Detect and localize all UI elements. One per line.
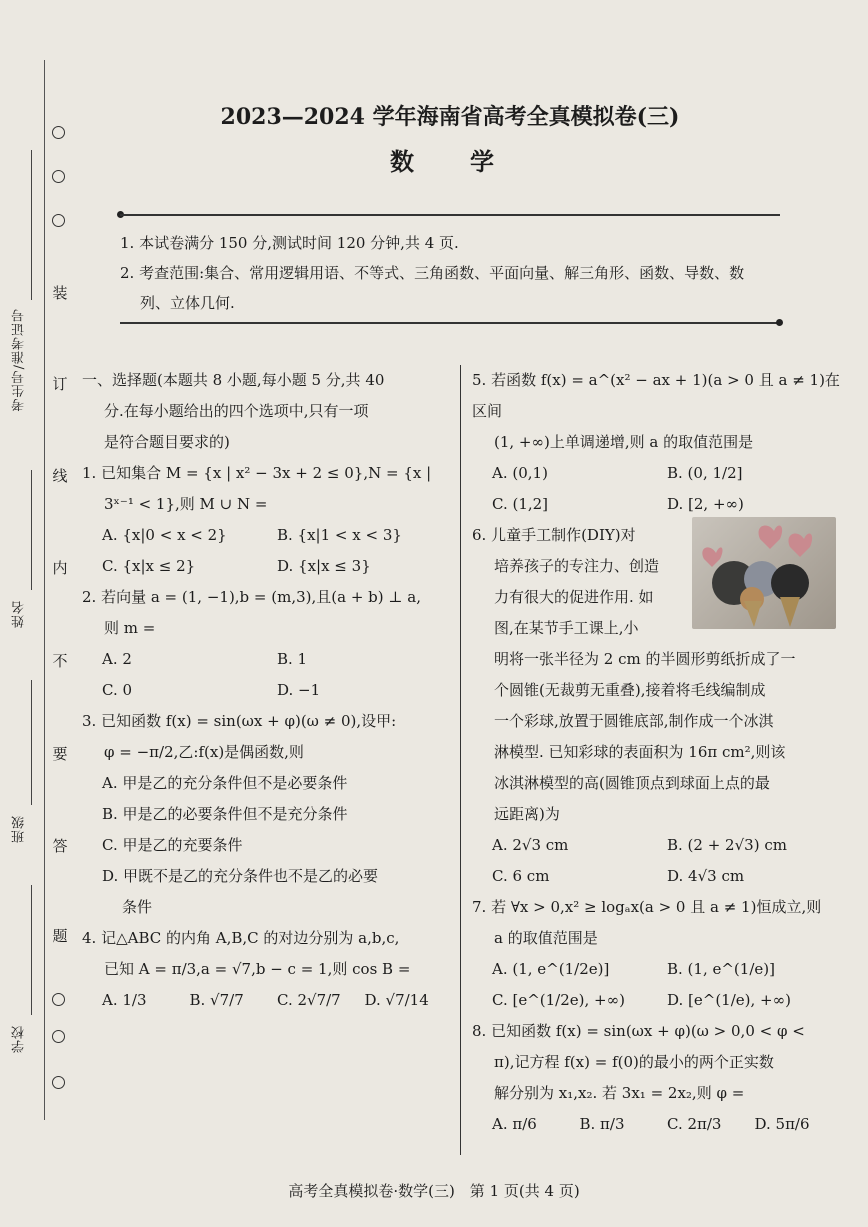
option-b[interactable]: B. 1 bbox=[277, 650, 308, 668]
option-b[interactable]: B. (1, e^(1/e)] bbox=[667, 960, 775, 978]
option-a[interactable]: A. (1, e^(1/2e)] bbox=[492, 960, 610, 978]
option-a[interactable]: A. 1/3 bbox=[102, 991, 147, 1009]
option-a[interactable]: A. {x|0 < x < 2} bbox=[102, 526, 227, 544]
note-item-continued: 列、立体几何. bbox=[140, 294, 235, 312]
school-line[interactable] bbox=[31, 885, 32, 1015]
option-d[interactable]: D. √7/14 bbox=[364, 991, 429, 1009]
name-label: 姓名 bbox=[12, 600, 27, 628]
question-3-stem: 3. 已知函数 f(x) = sin(ωx + φ)(ω ≠ 0),设甲: bbox=[82, 712, 397, 730]
question-8-stem: 8. 已知函数 f(x) = sin(ωx + φ)(ω > 0,0 < φ < bbox=[472, 1022, 805, 1040]
question-1-options bbox=[82, 520, 452, 582]
option-b[interactable]: B. √7/7 bbox=[189, 991, 244, 1009]
notes-block bbox=[120, 228, 780, 318]
question-6-stem-cont: 冰淇淋模型的高(圆锥顶点到球面上点的最 bbox=[494, 774, 770, 792]
name-line[interactable] bbox=[31, 470, 32, 590]
option-b[interactable]: B. (0, 1/2] bbox=[667, 464, 743, 482]
option-d[interactable]: D. 4√3 cm bbox=[667, 867, 745, 885]
question-6-stem-cont: 个圆锥(无裁剪无重叠),接着将毛线编制成 bbox=[494, 681, 766, 699]
option-d[interactable]: D. [e^(1/e), +∞) bbox=[667, 991, 791, 1009]
question-6-stem-cont: 远距离)为 bbox=[494, 805, 560, 823]
question-5-stem-cont: (1, +∞)上单调递增,则 a 的取值范围是 bbox=[494, 433, 754, 451]
option-c[interactable]: C. 甲是乙的充要条件 bbox=[102, 836, 243, 854]
option-c[interactable]: C. (1,2] bbox=[492, 495, 549, 513]
ice-cream-photo bbox=[692, 517, 836, 629]
question-6-stem: 6. 儿童手工制作(DIY)对 bbox=[472, 526, 636, 544]
binding-char: 线 bbox=[50, 465, 70, 486]
column-divider bbox=[460, 365, 461, 1155]
question-8-options bbox=[472, 1109, 842, 1140]
question-2-stem-cont: 则 m = bbox=[104, 619, 156, 637]
notes-top-rule bbox=[120, 214, 780, 216]
binding-char: 答 bbox=[50, 835, 70, 856]
option-b[interactable]: B. (2 + 2√3) cm bbox=[667, 836, 787, 854]
binding-char: 要 bbox=[50, 743, 70, 764]
option-d[interactable]: D. 5π/6 bbox=[754, 1115, 810, 1133]
school-label: 学校 bbox=[12, 1025, 27, 1053]
option-a[interactable]: A. 2 bbox=[102, 650, 132, 668]
option-a[interactable]: A. (0,1) bbox=[492, 464, 548, 482]
option-c[interactable]: C. [e^(1/2e), +∞) bbox=[492, 991, 625, 1009]
question-5-stem: 5. 若函数 f(x) = a^(x² − ax + 1)(a > 0 且 a ≠ 1)在区间 bbox=[472, 371, 840, 420]
option-d-continued: 条件 bbox=[122, 898, 153, 916]
section-heading-line: 是符合题目要求的) bbox=[104, 433, 230, 451]
option-b[interactable]: B. {x|1 < x < 3} bbox=[277, 526, 402, 544]
left-column bbox=[82, 365, 452, 1016]
question-7-options bbox=[472, 954, 842, 1016]
option-d[interactable]: D. [2, +∞) bbox=[667, 495, 744, 513]
option-c[interactable]: C. {x|x ≤ 2} bbox=[102, 557, 196, 575]
option-a[interactable]: A. 2√3 cm bbox=[492, 836, 569, 854]
binding-char: 不 bbox=[50, 650, 70, 671]
option-c[interactable]: C. 2√7/7 bbox=[277, 991, 341, 1009]
binding-char: 装 bbox=[50, 282, 70, 303]
question-8-stem-cont: π),记方程 f(x) = f(0)的最小的两个正实数 bbox=[494, 1053, 774, 1071]
question-6-stem-cont: 明将一张半径为 2 cm 的半圆形剪纸折成了一 bbox=[494, 650, 796, 668]
binding-hole-icon bbox=[52, 1030, 65, 1043]
option-d[interactable]: D. 甲既不是乙的充分条件也不是乙的必要 bbox=[102, 867, 379, 885]
binding-line bbox=[44, 60, 45, 1120]
question-6-stem-cont: 淋模型. 已知彩球的表面积为 16π cm²,则该 bbox=[494, 743, 786, 761]
question-6-stem-cont: 图,在某节手工课上,小 bbox=[494, 619, 639, 637]
option-a[interactable]: A. π/6 bbox=[492, 1115, 537, 1133]
question-6-stem-cont: 培养孩子的专注力、创造 bbox=[494, 557, 660, 575]
binding-hole-icon bbox=[52, 1076, 65, 1089]
section-heading-line: 分.在每小题给出的四个选项中,只有一项 bbox=[104, 402, 369, 420]
question-8-stem-cont: 解分别为 x₁,x₂. 若 3x₁ = 2x₂,则 φ = bbox=[494, 1084, 745, 1102]
binding-hole-icon bbox=[52, 214, 65, 227]
binding-char: 订 bbox=[50, 373, 70, 394]
option-b[interactable]: B. 甲是乙的必要条件但不是充分条件 bbox=[102, 805, 348, 823]
binding-char: 题 bbox=[50, 925, 70, 946]
question-6-stem-cont: 一个彩球,放置于圆锥底部,制作成一个冰淇 bbox=[494, 712, 774, 730]
question-2-stem: 2. 若向量 a = (1, −1),b = (m,3),且(a + b) ⊥ a, bbox=[82, 588, 421, 606]
question-5-options bbox=[472, 458, 842, 520]
examinee-number-label: 考生号/准考证号 bbox=[12, 308, 27, 412]
examinee-number-line[interactable] bbox=[31, 150, 32, 300]
note-item: 2. 考查范围:集合、常用逻辑用语、不等式、三角函数、平面向量、解三角形、函数、导数、数 bbox=[120, 264, 745, 282]
option-c[interactable]: C. 2π/3 bbox=[667, 1115, 722, 1133]
option-d[interactable]: D. {x|x ≤ 3} bbox=[277, 557, 371, 575]
question-3-options bbox=[82, 768, 452, 923]
exam-subject: 数 学 bbox=[390, 147, 510, 176]
binding-hole-icon bbox=[52, 170, 65, 183]
option-a[interactable]: A. 甲是乙的充分条件但不是必要条件 bbox=[102, 774, 348, 792]
binding-margin bbox=[0, 0, 82, 1227]
question-3-stem-cont: φ = −π/2,乙:f(x)是偶函数,则 bbox=[104, 743, 304, 761]
question-4-stem-cont: 已知 A = π/3,a = √7,b − c = 1,则 cos B = bbox=[104, 960, 411, 978]
option-b[interactable]: B. π/3 bbox=[579, 1115, 625, 1133]
question-6-options bbox=[472, 830, 842, 892]
class-line[interactable] bbox=[31, 680, 32, 805]
section-heading: 一、选择题(本题共 8 小题,每小题 5 分,共 40 bbox=[82, 371, 385, 389]
question-7-stem-cont: a 的取值范围是 bbox=[494, 929, 598, 947]
question-6-stem-cont: 力有很大的促进作用. 如 bbox=[494, 588, 654, 606]
exam-title: 2023—2024 学年海南省高考全真模拟卷(三) bbox=[220, 104, 680, 130]
binding-hole-icon bbox=[52, 126, 65, 139]
class-label: 班级 bbox=[12, 815, 27, 843]
question-1-stem-cont: 3ˣ⁻¹ < 1},则 M ∪ N = bbox=[104, 495, 268, 513]
binding-hole-icon bbox=[52, 993, 65, 1006]
question-1-stem: 1. 已知集合 M = {x | x² − 3x + 2 ≤ 0},N = {x | bbox=[82, 464, 432, 482]
option-c[interactable]: C. 6 cm bbox=[492, 867, 550, 885]
question-4-stem: 4. 记△ABC 的内角 A,B,C 的对边分别为 a,b,c, bbox=[82, 929, 400, 947]
ice-cream-icon bbox=[692, 517, 836, 629]
note-item: 1. 本试卷满分 150 分,测试时间 120 分钟,共 4 页. bbox=[120, 234, 459, 252]
question-2-options bbox=[82, 644, 452, 706]
question-7-stem: 7. 若 ∀x > 0,x² ≥ logₐx(a > 0 且 a ≠ 1)恒成立,则 bbox=[472, 898, 822, 916]
notes-bottom-rule bbox=[120, 322, 780, 324]
page-footer: 高考全真模拟卷·数学(三) 第 1 页(共 4 页) bbox=[288, 1182, 580, 1200]
question-4-options bbox=[82, 985, 452, 1016]
right-column bbox=[472, 365, 842, 1140]
option-d[interactable]: D. −1 bbox=[277, 681, 321, 699]
option-c[interactable]: C. 0 bbox=[102, 681, 133, 699]
binding-char: 内 bbox=[50, 557, 70, 578]
rule-dot-icon bbox=[776, 319, 783, 326]
